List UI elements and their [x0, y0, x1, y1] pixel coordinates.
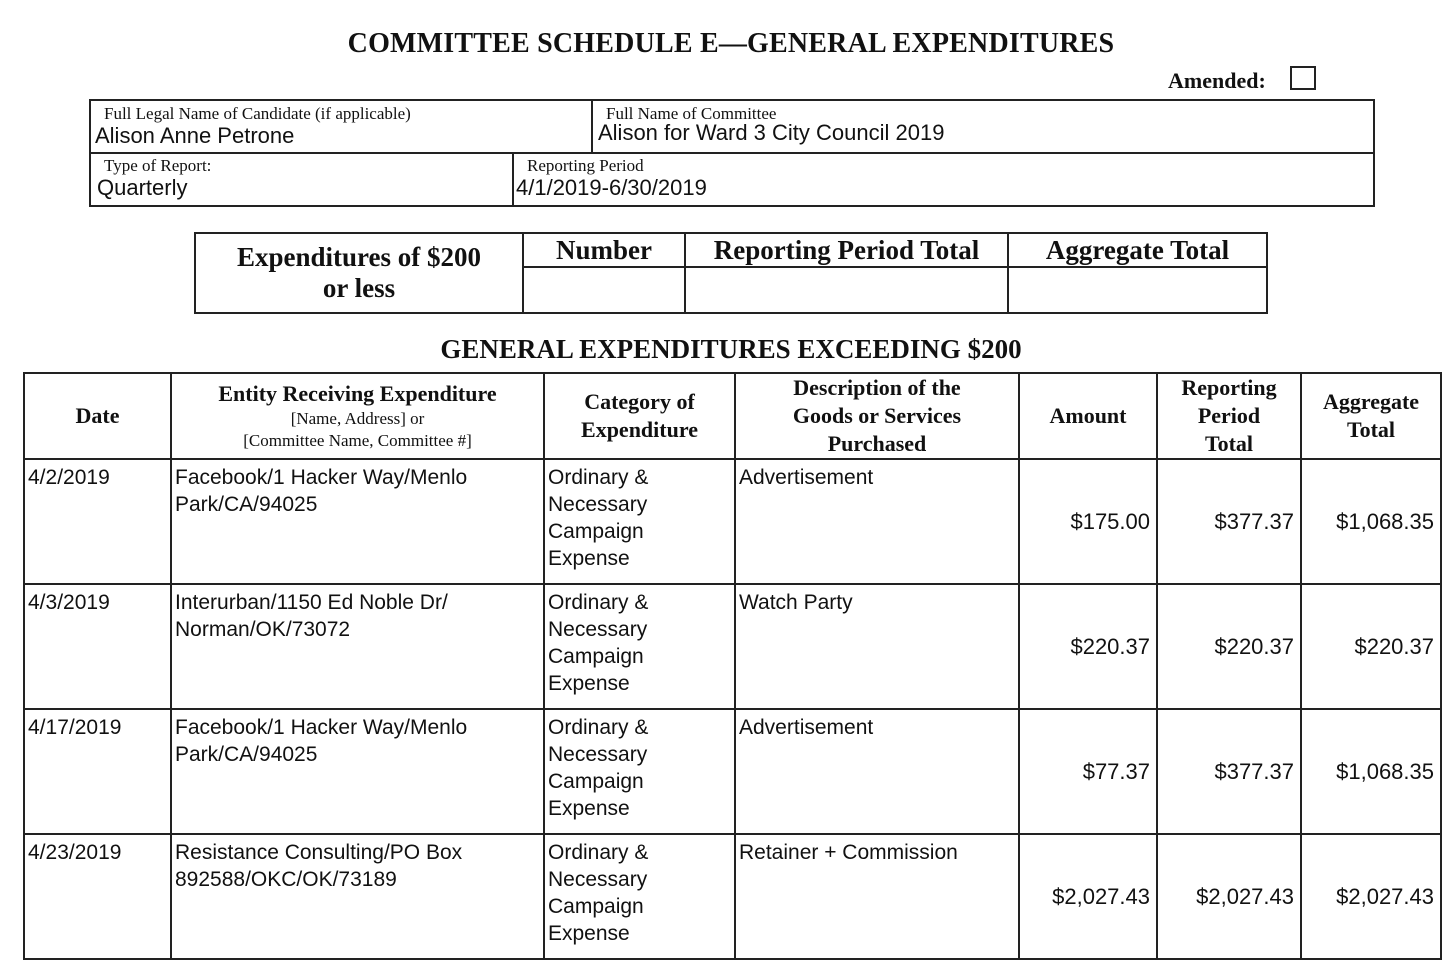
row-category-line2: Necessary — [548, 493, 648, 516]
header-aggregate-total — [1301, 373, 1441, 459]
amended-label: Amended: — [1168, 68, 1266, 93]
header-category-line1: Category of — [584, 389, 695, 414]
reporting-period-label: Reporting Period — [527, 156, 644, 175]
row-category-line4: Expense — [548, 797, 630, 820]
row-description: Advertisement — [735, 459, 1019, 584]
summary-period-total-cell — [685, 267, 1008, 313]
row-category-line1: Ordinary & — [548, 841, 649, 864]
summary-row-label — [195, 233, 523, 313]
committee-name-value: Alison for Ward 3 City Council 2019 — [598, 120, 945, 145]
row-aggregate-total: $1,068.35 — [1301, 459, 1441, 584]
header-amount: Amount — [1019, 373, 1157, 459]
header-entity-sub2: [Committee Name, Committee #] — [243, 431, 472, 450]
summary-row-label-line1: Expenditures of $200 — [236, 242, 482, 272]
form-title: COMMITTEE SCHEDULE E—GENERAL EXPENDITURES — [347, 28, 1115, 59]
row-category — [544, 584, 735, 709]
summary-header-period-total: Reporting Period Total — [685, 233, 1008, 267]
info-divider-top — [591, 101, 593, 152]
row-period-total: $377.37 — [1157, 459, 1301, 584]
table-header-row — [24, 373, 1441, 459]
header-date: Date — [24, 373, 171, 459]
row-aggregate-total: $220.37 — [1301, 584, 1441, 709]
row-category — [544, 709, 735, 834]
reporting-period-value: 4/1/2019-6/30/2019 — [516, 175, 707, 200]
header-period-total-line3: Total — [1204, 431, 1254, 456]
row-entity-line2: Park/CA/94025 — [175, 493, 318, 516]
row-entity-line1: Interurban/1150 Ed Noble Dr/ — [175, 591, 448, 614]
report-type-label: Type of Report: — [104, 156, 212, 175]
header-entity-title: Entity Receiving Expenditure — [218, 381, 497, 406]
table-row — [24, 459, 1441, 584]
amended-checkbox[interactable] — [1290, 66, 1316, 90]
header-period-total — [1157, 373, 1301, 459]
row-category-line2: Necessary — [548, 743, 648, 766]
header-entity — [171, 373, 544, 459]
header-period-total-line2: Period — [1197, 403, 1261, 428]
row-category — [544, 834, 735, 959]
row-category-line3: Campaign — [548, 645, 644, 668]
row-category — [544, 459, 735, 584]
row-amount: $220.37 — [1019, 584, 1157, 709]
row-date: 4/17/2019 — [24, 709, 171, 834]
row-entity — [171, 834, 544, 959]
summary-aggregate-total-cell — [1008, 267, 1267, 313]
row-entity — [171, 459, 544, 584]
row-category-line2: Necessary — [548, 618, 648, 641]
row-amount: $2,027.43 — [1019, 834, 1157, 959]
row-description: Watch Party — [735, 584, 1019, 709]
header-category — [544, 373, 735, 459]
row-category-line1: Ordinary & — [548, 466, 649, 489]
row-category-line4: Expense — [548, 922, 630, 945]
exceeding-title: GENERAL EXPENDITURES EXCEEDING $200 — [440, 334, 1022, 364]
table-row — [24, 834, 1441, 959]
row-entity-line2: 892588/OKC/OK/73189 — [175, 868, 397, 891]
report-info-box — [89, 99, 1375, 207]
row-amount: $77.37 — [1019, 709, 1157, 834]
row-category-line3: Campaign — [548, 895, 644, 918]
row-period-total: $377.37 — [1157, 709, 1301, 834]
summary-row-label-line2: or less — [322, 273, 396, 303]
row-category-line3: Campaign — [548, 770, 644, 793]
row-category-line4: Expense — [548, 547, 630, 570]
row-entity-line1: Facebook/1 Hacker Way/Menlo — [175, 716, 468, 739]
small-expenditures-summary — [194, 232, 1268, 314]
row-date: 4/3/2019 — [24, 584, 171, 709]
header-description-line3: Purchased — [827, 431, 927, 456]
header-entity-sub1: [Name, Address] or — [290, 409, 425, 428]
summary-number-cell — [523, 267, 685, 313]
report-type-value: Quarterly — [97, 175, 188, 200]
committee-name-label: Full Name of Committee — [606, 104, 777, 123]
row-entity-line2: Norman/OK/73072 — [175, 618, 351, 641]
row-aggregate-total: $2,027.43 — [1301, 834, 1441, 959]
header-period-total-line1: Reporting — [1181, 375, 1277, 400]
info-divider-bottom — [512, 152, 514, 205]
row-category-line4: Expense — [548, 672, 630, 695]
expenditures-table — [23, 372, 1442, 960]
row-category-line2: Necessary — [548, 868, 648, 891]
row-entity-line2: Park/CA/94025 — [175, 743, 318, 766]
row-description: Retainer + Commission — [735, 834, 1019, 959]
summary-header-aggregate-total: Aggregate Total — [1008, 233, 1267, 267]
row-entity-line1: Facebook/1 Hacker Way/Menlo — [175, 466, 468, 489]
row-aggregate-total: $1,068.35 — [1301, 709, 1441, 834]
row-entity — [171, 584, 544, 709]
header-category-line2: Expenditure — [581, 417, 698, 442]
row-category-line3: Campaign — [548, 520, 644, 543]
row-category-line1: Ordinary & — [548, 716, 649, 739]
table-row — [24, 709, 1441, 834]
header-aggregate-line1: Aggregate — [1322, 389, 1420, 414]
row-date: 4/2/2019 — [24, 459, 171, 584]
header-description-line1: Description of the — [793, 375, 961, 400]
header-description — [735, 373, 1019, 459]
row-period-total: $220.37 — [1157, 584, 1301, 709]
row-amount: $175.00 — [1019, 459, 1157, 584]
candidate-name-label: Full Legal Name of Candidate (if applicable) — [104, 104, 411, 123]
summary-header-number: Number — [523, 233, 685, 267]
row-category-line1: Ordinary & — [548, 591, 649, 614]
info-divider-horizontal — [91, 152, 1373, 154]
row-entity — [171, 709, 544, 834]
row-period-total: $2,027.43 — [1157, 834, 1301, 959]
table-row — [24, 584, 1441, 709]
header-aggregate-line2: Total — [1346, 417, 1396, 442]
row-description: Advertisement — [735, 709, 1019, 834]
row-entity-line1: Resistance Consulting/PO Box — [175, 841, 463, 864]
header-description-line2: Goods or Services — [792, 403, 962, 428]
candidate-name-value: Alison Anne Petrone — [95, 123, 295, 148]
row-date: 4/23/2019 — [24, 834, 171, 959]
